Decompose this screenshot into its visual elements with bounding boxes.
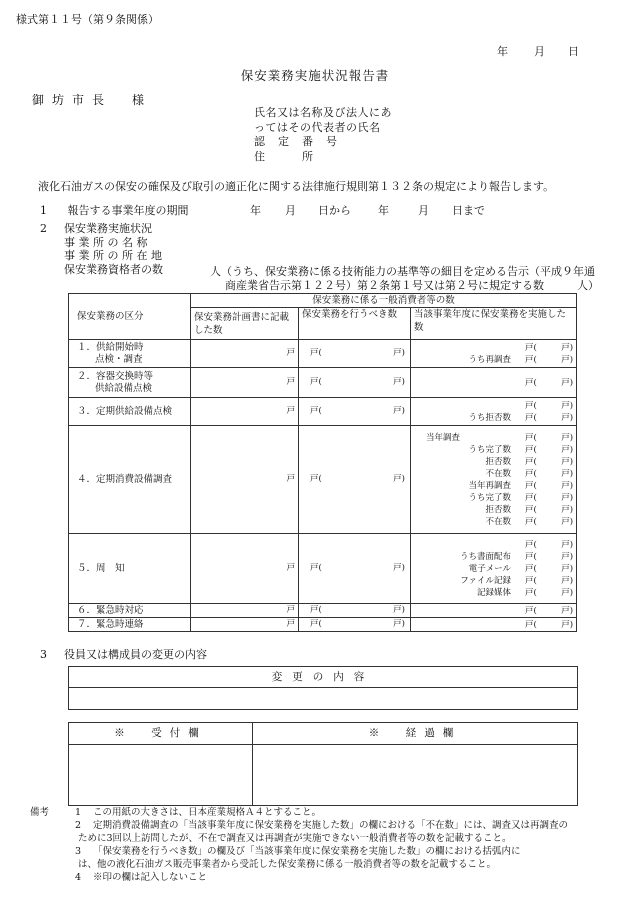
- required-cell[interactable]: [299, 426, 411, 534]
- unit-label: 戸): [561, 575, 574, 586]
- unit-label: 戸(: [310, 474, 322, 485]
- unit-label: 戸): [561, 400, 574, 411]
- unit-label: 戸: [286, 406, 295, 417]
- planned-cell[interactable]: [191, 340, 299, 368]
- unit-label: 戸): [561, 516, 574, 527]
- office-use-box: [68, 722, 578, 806]
- unit-label: 戸): [393, 474, 405, 485]
- row-category: ４．定期消費設備調査: [69, 426, 191, 534]
- unit-label: 戸(: [525, 504, 537, 515]
- unit-label: 戸): [561, 619, 574, 630]
- sub-label: [414, 342, 525, 354]
- unit-label: 戸: [286, 563, 295, 574]
- planned-cell[interactable]: [191, 618, 299, 632]
- planned-cell[interactable]: [191, 604, 299, 618]
- progress-column: [253, 723, 577, 805]
- section-3: [40, 648, 207, 662]
- unit-label: 戸): [561, 492, 574, 503]
- sub-label: ファイル記録: [460, 575, 512, 586]
- required-cell[interactable]: [299, 368, 411, 398]
- date-year: 年: [497, 45, 508, 58]
- unit-label: 戸): [561, 563, 574, 574]
- sub-label: 当年調査: [426, 432, 461, 443]
- period-start-month: 月: [285, 204, 296, 217]
- row-category-line2: 点検・調査: [95, 353, 143, 365]
- planned-cell[interactable]: [191, 368, 299, 398]
- sub-label: 拒否数: [485, 456, 512, 467]
- office-address-label: 事業所の所在地: [64, 249, 166, 262]
- note-text: この用紙の大きさは、日本産業規格Ａ４とすること。: [93, 807, 322, 818]
- addressee: 御坊市長 様: [32, 93, 153, 107]
- sub-label: うち書面配布: [460, 551, 512, 562]
- table-row: [69, 618, 577, 632]
- change-content-header: 変更の内容: [69, 667, 577, 688]
- row-category: ３．定期供給設備点検: [69, 398, 191, 426]
- unit-label: 戸(: [525, 551, 537, 562]
- unit-label: 戸: [286, 474, 295, 485]
- required-cell[interactable]: [299, 604, 411, 618]
- date-month: 月: [534, 45, 545, 58]
- unit-label: 戸(: [525, 444, 537, 455]
- security-work-table: [68, 293, 577, 632]
- header-required-count: 保安業務を行うべき数: [299, 308, 411, 340]
- unit-label: 戸): [393, 377, 405, 388]
- header-category: 保安業務の区分: [69, 294, 191, 340]
- remarks: [30, 806, 610, 884]
- row-category: ５．周 知: [69, 534, 191, 604]
- sub-label: うち完了数: [468, 444, 512, 455]
- section-2-label: 保安業務実施状況: [64, 222, 152, 235]
- applicant-name-label-1: 氏名又は名称及び法人にあ: [254, 106, 392, 119]
- unit-label: 戸(: [525, 412, 537, 423]
- section-2-number: 2: [40, 222, 47, 235]
- unit-label: 戸): [561, 480, 574, 491]
- unit-label: 戸): [561, 468, 574, 479]
- unit-label: 戸(: [310, 619, 322, 630]
- date-day: 日: [568, 45, 579, 58]
- implemented-cell[interactable]: [411, 604, 577, 618]
- notice-line-2: 商産業省告示第１２２号）第２条第１号又は第２号に規定する数 人）: [225, 278, 599, 292]
- unit-label: 戸): [561, 377, 574, 388]
- sub-label: 拒否数: [485, 504, 512, 515]
- implemented-cell[interactable]: [411, 340, 577, 368]
- unit-label: 戸(: [310, 605, 322, 616]
- unit-label: 戸: [286, 619, 295, 630]
- required-cell[interactable]: [299, 340, 411, 368]
- change-content-field[interactable]: [69, 688, 577, 709]
- address-label: 住所: [254, 149, 350, 163]
- note-number: 2: [75, 820, 82, 831]
- unit-label: 戸(: [525, 377, 537, 388]
- implemented-cell[interactable]: [411, 534, 577, 604]
- unit-label: 戸): [561, 456, 574, 467]
- notice-line-1: 人（うち、保安業務に係る技術能力の基準等の細目を定める告示（平成９年通: [210, 265, 595, 278]
- header-implemented-count: 当該事業年度に保安業務を実施した数: [411, 308, 577, 340]
- planned-cell[interactable]: [191, 398, 299, 426]
- reception-header: ※ 受付欄: [69, 723, 252, 745]
- period-start-year: 年: [250, 204, 261, 217]
- sub-label: うち拒否数: [468, 412, 512, 423]
- certification-number-label: 認定番号: [254, 135, 350, 148]
- note-number: 4: [75, 872, 82, 883]
- unit-label: 戸(: [310, 377, 322, 388]
- planned-cell[interactable]: [191, 426, 299, 534]
- qualified-personnel-label: 保安業務資格者の数: [64, 262, 163, 276]
- required-cell[interactable]: [299, 534, 411, 604]
- note-number: 3: [75, 846, 82, 857]
- unit-label: 戸(: [310, 563, 322, 574]
- section-1-number: 1: [40, 204, 47, 217]
- unit-label: 戸: [286, 348, 295, 359]
- unit-label: 戸(: [525, 492, 537, 503]
- row-category: ７．緊急時連絡: [69, 618, 191, 632]
- unit-label: 戸): [561, 587, 574, 598]
- intro-text: 液化石油ガスの保安の確保及び取引の適正化に関する法律施行規則第１３２条の規定により報告します。: [38, 180, 555, 193]
- unit-label: 戸(: [525, 619, 537, 630]
- unit-label: 戸(: [525, 354, 537, 365]
- unit-label: 戸): [393, 348, 405, 359]
- unit-label: 戸): [561, 551, 574, 562]
- unit-label: 戸(: [310, 406, 322, 417]
- unit-label: 戸): [393, 619, 405, 630]
- unit-label: 戸): [561, 342, 574, 353]
- unit-label: 戸): [393, 406, 405, 417]
- sub-label: 記録媒体: [477, 587, 512, 598]
- reception-column: [69, 723, 253, 805]
- sub-label: 当年再調査: [468, 480, 512, 491]
- sub-label: うち完了数: [468, 492, 512, 503]
- note-text: 「保安業務を行うべき数」の欄及び「当該事業年度に保安業務を実施した数」の欄における括弧内に: [93, 846, 521, 857]
- unit-label: 戸(: [525, 480, 537, 491]
- sub-label: 不在数: [485, 468, 512, 479]
- required-cell[interactable]: [299, 398, 411, 426]
- implemented-cell[interactable]: [411, 398, 577, 426]
- unit-label: 戸): [561, 539, 574, 550]
- note-text: は、他の液化石油ガス販売事業者から受託した保安業務に係る一般消費者等の数を記載すること。: [78, 859, 497, 870]
- unit-label: 戸: [286, 377, 295, 388]
- unit-label: 戸): [561, 354, 574, 365]
- unit-label: 戸): [561, 412, 574, 423]
- period-start-day: 日から: [318, 204, 351, 217]
- row-category-line1: ２．容器交換時等: [77, 370, 154, 382]
- unit-label: 戸(: [525, 516, 537, 527]
- table-row: [69, 426, 577, 534]
- header-consumer-count: 保安業務に係る一般消費者等の数: [191, 294, 577, 308]
- implemented-cell[interactable]: [411, 426, 577, 534]
- unit-label: 戸(: [525, 563, 537, 574]
- remarks-label: 備考: [30, 807, 50, 818]
- office-name-label: 事業所の名称: [64, 235, 151, 249]
- period-end-month: 月: [418, 204, 429, 217]
- unit-label: 戸(: [525, 575, 537, 586]
- unit-label: 戸(: [525, 432, 537, 443]
- qualified-personnel-notice: [210, 265, 599, 292]
- note-text: ※印の欄は記入しないこと: [93, 872, 208, 883]
- form-number: 様式第１１号（第９条関係）: [16, 13, 159, 26]
- implemented-cell[interactable]: [411, 618, 577, 632]
- unit-label: 戸(: [525, 605, 537, 616]
- period-end-year: 年: [378, 204, 389, 217]
- sub-label: うち再調査: [468, 354, 512, 365]
- section-3-label: 役員又は構成員の変更の内容: [64, 648, 207, 661]
- table-row: [69, 368, 577, 398]
- applicant-block: [254, 106, 392, 164]
- unit-label: 戸(: [525, 456, 537, 467]
- unit-label: 戸): [561, 504, 574, 515]
- unit-label: 戸): [393, 605, 405, 616]
- table-row: [69, 604, 577, 618]
- unit-label: 戸(: [525, 468, 537, 479]
- unit-label: 戸(: [525, 400, 537, 411]
- applicant-name-label-2: ってはその代表者の氏名: [254, 120, 381, 134]
- unit-label: 戸): [561, 432, 574, 443]
- unit-label: 戸): [393, 563, 405, 574]
- note-number: 1: [75, 807, 82, 818]
- implemented-cell[interactable]: [411, 368, 577, 398]
- sub-label: 不在数: [485, 516, 512, 527]
- unit-label: 戸: [286, 605, 295, 616]
- table-row: [69, 398, 577, 426]
- section-3-number: 3: [40, 648, 47, 661]
- sub-label: [414, 539, 525, 551]
- sub-label: 電子メール: [468, 563, 512, 574]
- row-category: ６．緊急時対応: [69, 604, 191, 618]
- row-category: [69, 340, 191, 368]
- unit-label: 戸(: [525, 342, 537, 353]
- change-content-box: [68, 666, 578, 710]
- planned-cell[interactable]: [191, 534, 299, 604]
- period-end-day: 日まで: [452, 204, 485, 217]
- unit-label: 戸(: [525, 539, 537, 550]
- section-1-label: 報告する事業年度の期間: [67, 204, 189, 217]
- header-planned-count: 保安業務計画書に記載した数: [191, 308, 299, 340]
- row-category-line2: 供給設備点検: [95, 382, 153, 394]
- table-row: [69, 534, 577, 604]
- unit-label: 戸(: [525, 587, 537, 598]
- note-text: ために3回以上訪問したが、不在で調査又は再調査が実施できない一般消費者等の数を記載すること。: [78, 833, 512, 844]
- required-cell[interactable]: [299, 618, 411, 632]
- row-category: [69, 368, 191, 398]
- unit-label: 戸): [561, 605, 574, 616]
- page-title: 保安業務実施状況報告書: [240, 68, 390, 83]
- sub-label: [414, 400, 525, 412]
- unit-label: 戸): [561, 444, 574, 455]
- section-1: [40, 204, 600, 218]
- unit-label: 戸(: [310, 348, 322, 359]
- table-row: [69, 340, 577, 368]
- progress-header: ※ 経過欄: [253, 723, 577, 745]
- row-category-line1: １．供給開始時: [77, 341, 144, 353]
- note-text: 定期消費設備調査の「当該事業年度に保安業務を実施した数」の欄における「不在数」には、調査又は再調査の: [93, 820, 569, 831]
